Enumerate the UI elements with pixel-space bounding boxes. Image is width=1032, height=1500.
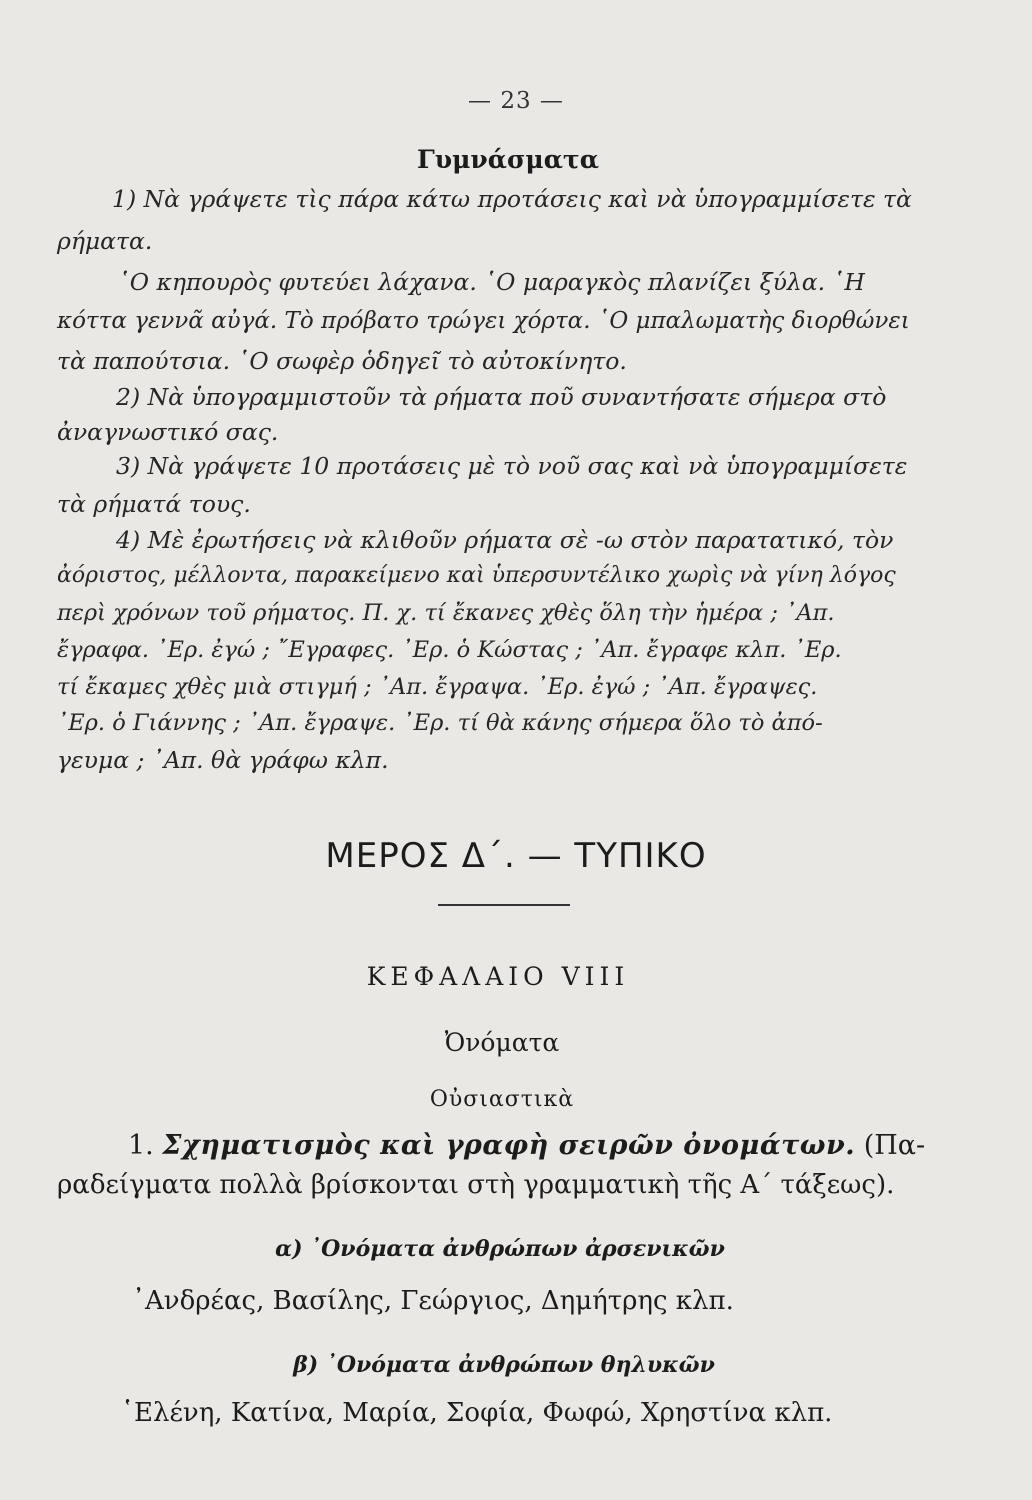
item-1-line-2: ραδείγματα πολλὰ βρίσκονται στὴ γραμματικὴ τῆς Α΄ τάξεως).	[57, 1170, 895, 1200]
group-b-names: ῾Ελένη, Κατίνα, Μαρία, Σοφία, Φωφώ, Χρηστίνα κλπ.	[121, 1398, 833, 1428]
exercise-line: περὶ χρόνων τοῦ ρήματος. Π. χ. τί ἔκανες χθὲς ὅλη τὴν ἡμέρα ; ᾿Απ.	[57, 600, 835, 626]
exercise-line: 2) Νὰ ὑπογραμμιστοῦν τὰ ρήματα ποῦ συναντήσατε σήμερα στὸ	[116, 383, 887, 411]
item-1-line-1	[128, 1130, 925, 1161]
group-a-names: ᾿Ανδρέας, Βασίλης, Γεώργιος, Δημήτρης κλπ.	[132, 1286, 734, 1316]
exercise-line: τὰ ρήματά τους.	[57, 490, 251, 518]
section-heading: Ὀνόματα	[444, 1028, 560, 1057]
exercise-line: 4) Μὲ ἐρωτήσεις νὰ κλιθοῦν ρήματα σὲ -ω στὸν παρατατικό, τὸν	[116, 526, 894, 554]
part-title: ΜΕΡΟΣ Δ΄. — ΤΥΠΙΚΟ	[325, 836, 707, 876]
exercise-line: ῾Ο κηπουρὸς φυτεύει λάχανα. ῾Ο μαραγκὸς πλανίζει ξύλα. ῾Η	[118, 268, 865, 296]
exercise-line: γευμα ; ᾿Απ. θὰ γράφω κλπ.	[57, 746, 389, 774]
exercise-line: 1) Νὰ γράψετε τὶς πάρα κάτω προτάσεις καὶ νὰ ὑπογραμμίσετε τὰ	[112, 185, 912, 213]
exercise-line: ἀναγνωστικό σας.	[57, 418, 279, 446]
group-a-heading: α) ᾿Ονόματα ἀνθρώπων ἀρσενικῶν	[275, 1236, 725, 1262]
exercise-line: τὰ παπούτσια. ῾Ο σωφὲρ ὁδηγεῖ τὸ αὐτοκίνητο.	[57, 347, 627, 375]
exercise-line: κόττα γεννᾶ αὐγά. Τὸ πρόβατο τρώγει χόρτα. ῾Ο μπαλωματὴς διορθώνει	[57, 308, 910, 334]
exercise-line: τί ἔκαμες χθὲς μιὰ στιγμή ; ᾿Απ. ἔγραψα. ᾿Ερ. ἐγώ ; ᾿Απ. ἔγραψες.	[57, 674, 818, 700]
exercise-line: 3) Νὰ γράψετε 10 προτάσεις μὲ τὸ νοῦ σας καὶ νὰ ὑπογραμμίσετε	[116, 452, 908, 480]
item-text: (Πα-	[863, 1130, 926, 1161]
page-number: — 23 —	[468, 88, 564, 114]
item-number: 1.	[128, 1130, 154, 1161]
chapter-heading: ΚΕΦΑΛΑΙΟ VIII	[366, 962, 630, 991]
exercise-line: ᾿Ερ. ὁ Γιάννης ; ᾿Απ. ἔγραψε. ᾿Ερ. τί θὰ κάνης σήμερα ὅλο τὸ ἀπό-	[57, 710, 823, 736]
exercise-line: ἀόριστος, μέλλοντα, παρακείμενο καὶ ὑπερσυντέλικο χωρὶς νὰ γίνη λόγος	[57, 563, 896, 588]
exercises-heading: Γυμνάσματα	[416, 145, 599, 174]
group-b-heading: β) ᾿Ονόματα ἀνθρώπων θηλυκῶν	[293, 1352, 715, 1378]
subsection-heading: Οὐσιαστικὰ	[429, 1087, 575, 1112]
item-title: Σχηματισμὸς καὶ γραφὴ σειρῶν ὀνομάτων.	[162, 1130, 856, 1161]
exercise-line: ἔγραφα. ᾿Ερ. ἐγώ ; ῎Εγραφες. ᾿Ερ. ὁ Κώστας ; ᾿Απ. ἔγραφε κλπ. ᾿Ερ.	[57, 637, 842, 663]
title-rule	[438, 904, 570, 906]
exercise-line: ρήματα.	[57, 227, 153, 255]
